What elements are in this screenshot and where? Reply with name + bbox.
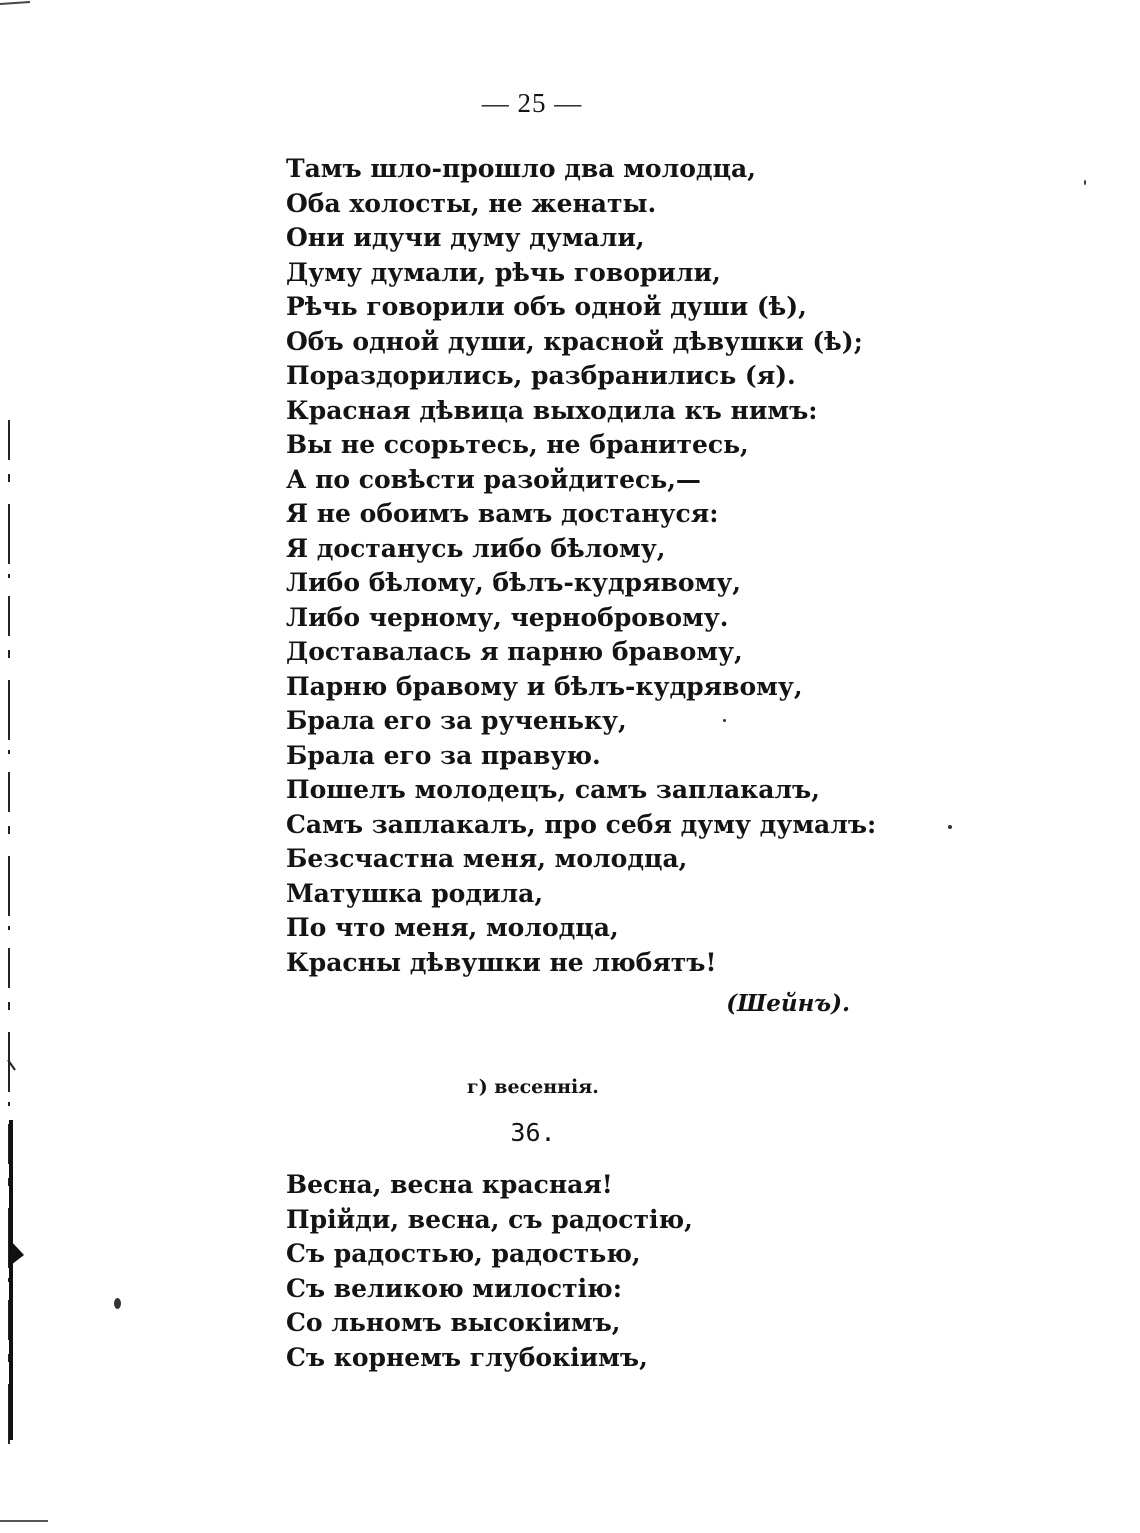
poem-line: Съ корнемъ глубокіимъ, — [286, 1342, 648, 1372]
poem-line: Со льномъ высокіимъ, — [286, 1308, 621, 1337]
page-number: — 25 — — [481, 88, 583, 118]
poem-line: А по совѣсти разойдитесь,— — [286, 464, 701, 494]
scan-bottom-line — [0, 1520, 48, 1522]
poem-line: Парню бравому и бѣлъ-кудрявому, — [286, 671, 803, 701]
poem-line: Либо черному, чернобровому. — [286, 602, 729, 632]
ink-speck — [1084, 180, 1086, 185]
poem-line: Брала его за правую. — [286, 740, 601, 770]
poem-line: Матушка родила, — [286, 878, 544, 908]
poem-line: Прійди, весна, съ радостію, — [286, 1204, 693, 1234]
poem-line: Пораздорились, разбранились (я). — [286, 361, 796, 390]
poem-attribution: (Шейнъ). — [726, 990, 850, 1017]
poem-line: По что меня, молодца, — [286, 913, 619, 942]
poem-line: Я достанусь либо бѣлому, — [286, 533, 666, 563]
poem-line: Самъ заплакалъ, про себя думу думалъ: — [286, 809, 877, 839]
poem-line: Вы не ссорьтесь, не бранитесь, — [286, 430, 749, 459]
poem-line: Красная дѣвица выходила къ нимъ: — [286, 395, 818, 425]
poem-line: Съ радостью, радостью, — [286, 1239, 641, 1268]
ink-speck — [114, 1298, 121, 1309]
scan-edge-marks — [6, 420, 26, 1450]
poem-line: Они идучи думу думали, — [286, 223, 645, 252]
poem-line: Съ великою милостію: — [286, 1273, 622, 1303]
poem-line: Рѣчь говорили объ одной души (ѣ), — [286, 292, 807, 321]
poem-line: Красны дѣвушки не любятъ! — [286, 947, 717, 977]
scan-corner-mark — [0, 0, 30, 8]
poem-line: Весна, весна красная! — [286, 1170, 613, 1199]
song-number: 36. — [510, 1118, 556, 1147]
poem-line: Либо бѣлому, бѣлъ-кудрявому, — [286, 568, 741, 597]
poem-line: Пошелъ молодецъ, самъ заплакалъ, — [286, 775, 820, 804]
poem-line: Брала его за рученьку, — [286, 706, 627, 735]
section-heading: г) весеннія. — [467, 1076, 599, 1098]
poem-line: Я не обоимъ вамъ достануся: — [286, 499, 719, 528]
poem-line: Безсчастна меня, молодца, — [286, 844, 688, 873]
poem-line: Оба холосты, не женаты. — [286, 188, 657, 218]
poem-line: Думу думали, рѣчь говорили, — [286, 257, 721, 287]
poem-line: Объ одной души, красной дѣвушки (ѣ); — [286, 326, 863, 356]
poem-two — [286, 1168, 693, 1375]
poem-line: Доставалась я парню бравому, — [286, 637, 743, 666]
ink-speck — [948, 825, 952, 829]
poem-line: Тамъ шло-прошло два молодца, — [286, 154, 756, 183]
poem-one — [286, 152, 876, 980]
